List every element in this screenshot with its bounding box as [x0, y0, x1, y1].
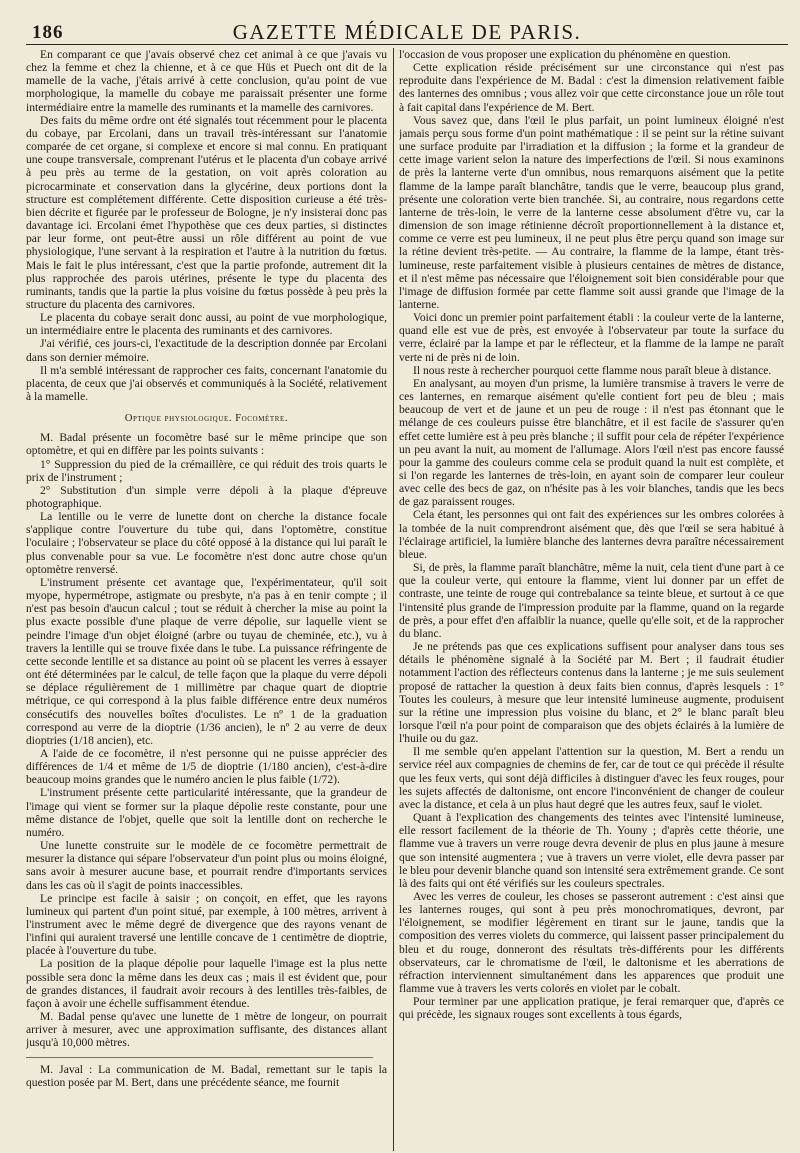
paragraph: Des faits du même ordre ont été signalés tout récemment pour le placenta du cobaye, par Ercolani, dans un travail très-intéressant sur l'anatomie comparée de cet organe, si complexe et encore si mal connu. En pratiquant une coupe transversale, comprenant l'utérus et le placenta d'un cobaye arrivé à peu près au terme de la gestation, on voit après coloration au picrocarminate et conservation dans la glycérine, deux portions dont la structure est complétement différente. Cette disposition curieuse a été très-bien décrite et figurée par le professeur de Bologne, je n'y insisterai donc pas davantage ici. Ercolani émet l'hypothèse que ces deux parties, si distinctes par leur forme, ont peut-être aussi un rôle différent au point de vue physiologique, l'une servant à la respiration et l'autre à la nutrition du fœtus. Mais le fait le plus intéressant, c'est que la partie profonde, autrement dit la plus rapprochée des parois utérines, présente le type du placenta des ruminants, tandis que la partie la plus voisine du fœtus possède à peu près la structure du placenta des carnivores. [26, 113, 387, 311]
paragraph: J'ai vérifié, ces jours-ci, l'exactitude de la description donnée par Ercolani dans son dernier mémoire. [26, 337, 387, 364]
paragraph: L'instrument présente cet avantage que, l'expérimentateur, qu'il soit myope, hypermétrope, astigmate ou presbyte, n'a pas à en tenir compte ; il n'est pas besoin d'aucun calcul ; tout se réduit à chercher la mise au point la plus exacte possible d'une plaque de verre dépolie, sur laquelle vient se peindre l'image d'un objet éloigné (arbre ou tuyau de cheminée, etc.), vu à travers la lentille qui se trouve fixée dans le tube. La puissance réfringente de cette seconde lentille et sa distance au point où se placent les verres à essayer ont été déterminées par le calcul, de telle façon que la plaque du verre dépoli se déplace régulièrement de 1 millimètre par chaque quart de dioptrie métrique, ce qui correspond à la plus faible différence entre deux numéros consécutifs des nouvelles boîtes d'oculistes. Le nº 1 de la graduation correspond au verre de la dioptrie (1/36 ancien), le nº 2 au verre de deux dioptries (1/18 ancien), etc. [26, 575, 387, 747]
paragraph: Une lunette construite sur le modèle de ce focomètre permettrait de mesurer la distance qui sépare l'observateur d'un point plus ou moins éloigné, sans avoir à mesurer aucune base, et pourrait rendre d'importants services dans les cas où il s'agit de points inaccessibles. [26, 839, 387, 892]
section-separator [26, 1057, 373, 1058]
paragraph: Voici donc un premier point parfaitement établi : la couleur verte de la lanterne, quand elle est vue de près, est envoyée à l'observateur par toute la surface du verre, éclairé par la lampe et par le réflecteur, et la flamme de la lampe ne paraît verte ni de près ni de loin. [399, 311, 784, 364]
column-divider [393, 48, 394, 1151]
paragraph: M. Javal : La communication de M. Badal, remettant sur le tapis la question posée par M. Bert, dans une précédente séance, me fournit [26, 1062, 387, 1089]
paragraph: La lentille ou le verre de lunette dont on cherche la distance focale s'applique contre l'ouverture du tube qui, dans l'optomètre, constitue l'oculaire ; l'observateur se place du côté opposé à la distance qui lui paraît le plus convenable pour sa vue. Le focomètre n'est donc autre chose qu'un optomètre renversé. [26, 510, 387, 576]
header-rule [26, 44, 788, 45]
paragraph: M. Badal pense qu'avec une lunette de 1 mètre de longeur, on pourrait arriver à mesurer, avec une approximation suffisante, des distances allant jusqu'à 10,000 mètres. [26, 1010, 387, 1050]
paragraph: Il me semble qu'en appelant l'attention sur la question, M. Bert a rendu un service réel aux compagnies de chemins de fer, car de tout ce qui précède il résulte que les feux verts, qui sont déjà difficiles à distinguer d'avec les feux rouges, pour les sujets affectés de daltonisme, ont encore l'inconvénient de changer de couleur avec la distance, et cela à un plus haut degré que les autres feux, sauf le violet. [399, 745, 784, 811]
right-column [399, 48, 784, 1153]
paragraph: Avec les verres de couleur, les choses se passeront autrement : c'est ainsi que les lanternes rouges, qui sont à peu près monochromatiques, devront, par l'éloignement, se modifier légèrement en tirant sur le jaune, tandis que la composition des verres violets du commerce, qui laissent passer principalement du bleu et du rouge, donneront des résultats très-différents pour les différents observateurs, car le chromatisme de l'œil, le daltonisme et les aberrations de réfraction interviennent simultanément dans les apparences que produit une flamme vue à travers les verts colorés en violet par le cobalt. [399, 890, 784, 996]
paragraph: En comparant ce que j'avais observé chez cet animal à ce que j'avais vu chez la femme et chez la chienne, et à ce que Hüs et Puech ont dit de la mamelle de la vache, j'étais arrivé à cette conclusion, qu'au point de vue morphologique, la mamelle du cobaye me paraissait présenter une forme intermédiaire entre la mamelle des ruminants et la mamelle des carnivores. [26, 48, 387, 114]
paragraph: L'instrument présente cette particularité intéressante, que la grandeur de l'image qui vient se former sur la plaque dépolie reste constante, pour une même distance de l'objet, quelle que soit la lentille dont on recherche le numéro. [26, 786, 387, 839]
paragraph: Je ne prétends pas que ces explications suffisent pour analyser dans tous ses détails le phénomène signalé à la Société par M. Bert ; il faudrait étudier notamment l'action des réflecteurs contenus dans la lanterne ; je me suis seulement proposé de rattacher la question à deux faits bien connus, d'après lesquels : 1° Toutes les couleurs, à mesure que leur intensité lumineuse augmente, produisent sur la rétine une impression plus voisine du blanc, et 2° le blanc paraît bleu lorsque l'œil n'a pour point de comparaison que des objets éclairés à la lumière de l'huile ou du gaz. [399, 640, 784, 746]
paragraph: En analysant, au moyen d'un prisme, la lumière transmise à travers le verre de ces lanternes, en remarque aisément qu'elle contient fort peu de bleu ; mais beaucoup de vert et de jaune et un peu de rouge : il n'est pas étonnant que le mélange de ces couleurs puisse être blanchâtre, et il est facile de s'assurer qu'en effet cette lumière est à peu près blanche ; il suffit pour cela de répéter l'expérience un peu avant la nuit, au moment de l'allumage. Alors l'œil n'est pas encore faussé pour la gamme des couleurs comme cela se produit quand la nuit est complète, et si l'on regarde les lanternes de très-loin, en ayant soin de comparer leur couleur avec celle des becs de gaz, on n'hésite pas à les voir blanches, tandis que les becs de gaz paraissent rouges. [399, 376, 784, 509]
paragraph: Pour terminer par une application pratique, je ferai remarquer que, d'après ce qui précède, les signaux rouges sont excellents à tous égards, [399, 995, 784, 1022]
journal-title: GAZETTE MÉDICALE DE PARIS. [232, 20, 582, 44]
columns [26, 48, 788, 1153]
left-column [26, 48, 394, 1153]
paragraph: Si, de près, la flamme paraît blanchâtre, même la nuit, cela tient d'une part à ce que la couleur verte, qui entoure la flamme, vient lui donner par un effet de contraste, une teinte de rouge qui contrebalance sa teinte bleue, et surtout à ce que l'intensité plus grande de l'impression produite par la flamme, quand on la regarde de près, a pour effet d'en affaiblir la nuance, quelle qu'elle soit, et de la rapprocher du blanc. [399, 561, 784, 640]
paragraph: Cette explication réside précisément sur une circonstance qui n'est pas reproduite dans l'expérience de M. Badal : c'est la dimension relativement faible des lanternes des omnibus ; vous allez voir que cette circonstance joue un rôle tout à fait capital dans l'expérience de M. Bert. [399, 61, 784, 114]
paragraph: La position de la plaque dépolie pour laquelle l'image est la plus nette possible sera donc la même dans les deux cas ; mais il est évident que, pour de grandes distances, il faudrait avoir recours à des lentilles très-faibles, de façon à avoir une échelle suffisamment étendue. [26, 957, 387, 1010]
paragraph: Il m'a semblé intéressant de rapprocher ces faits, concernant l'anatomie du placenta, de ceux que j'ai observés et communiqués à la Société, relativement à la mamelle. [26, 363, 387, 404]
paragraph: 1° Suppression du pied de la crémaillère, ce qui réduit des trois quarts le prix de l'instrument ; [26, 457, 387, 484]
paragraph: 2° Substitution d'un simple verre dépoli à la plaque d'épreuve photographique. [26, 483, 387, 510]
paragraph: Le placenta du cobaye serait donc aussi, au point de vue morphologique, un intermédiaire entre le placenta des ruminants et des carnivores. [26, 311, 387, 338]
page-number: 186 [32, 22, 64, 43]
paragraph: Vous savez que, dans l'œil le plus parfait, un point lumineux éloigné n'est jamais perçu sous forme d'un point mathématique : il se peint sur la rétine suivant une surface produite par l'irradiation et la diffusion ; la forme et la grandeur de cette image varient selon la nature des imperfections de l'œil. Si nous examinons de près la lanterne verte d'un omnibus, nous remarquons aisément que la petite flamme de la lampe paraît blanchâtre, tandis que le verre, beaucoup plus grand, présente une coloration verte bien tranchée. Si, au contraire, nous regardons cette lanterne de très-loin, le verre de la lanterne cesse absolument d'être vu, car la dimension de son image rétinienne décroît proportionnellement à la distance et, comme ce verre est peu lumineux, il ne peut plus être perçu quand son image sur la rétine devient très-petite. — Au contraire, la flamme de la lampe, étant très-lumineuse, reste parfaitement visible à plusieurs centaines de mètres de distance, et il n'est même pas nécessaire que l'éloignement soit bien considérable pour que l'image de diffusion formée par cette flamme soit aussi grande que l'image de la lanterne. [399, 113, 784, 311]
paragraph: M. Badal présente un focomètre basé sur le même principe que son optomètre, et qui en diffère par les points suivants : [26, 431, 387, 458]
page-header [26, 14, 788, 44]
paragraph: A l'aide de ce focomètre, il n'est personne qui ne puisse apprécier des différences de 1/4 et même de 1/5 de dioptrie (1/180 ancien), c'est-à-dire beaucoup moins grandes que le numéro ancien le plus faible (1/72). [26, 746, 387, 787]
paragraph: Le principe est facile à saisir ; on conçoit, en effet, que les rayons lumineux qui partent d'un point situé, par exemple, à 100 mètres, arrivent à l'instrument avec le même degré de divergence que des rayons venant de l'infini qui auraient traversé une lentille concave de 1 centimètre de dioptrie, placée à l'ouverture du tube. [26, 891, 387, 958]
section-title: Optique physiologique. Focomètre. [124, 413, 289, 425]
paragraph: l'occasion de vous proposer une explication du phénomène en question. [399, 48, 731, 61]
paragraph: Cela étant, les personnes qui ont fait des expériences sur les ombres colorées à la tombée de la nuit comprendront aisément que, dès que l'œil se sera habitué à l'éclairage artificiel, la lumière blanche des lanternes devra paraître nécessairement bleue. [399, 508, 784, 561]
paragraph: Quant à l'explication des changements des teintes avec l'intensité lumineuse, elle ressort facilement de la théorie de Th. Youny ; d'après cette théorie, une flamme vue à travers un verre rouge devra devenir de plus en plus jaune à mesure que son intensité augmentera ; vue à travers un verre violet, elle devra passer par le bleu pour devenir blanche quand son intensité sera extrêmement grande. Ce sont là des faits qui ont été vérifiés sur les couleurs spectrales. [399, 811, 784, 890]
paragraph: Il nous reste à rechercher pourquoi cette flamme nous paraît bleue à distance. [413, 363, 772, 377]
